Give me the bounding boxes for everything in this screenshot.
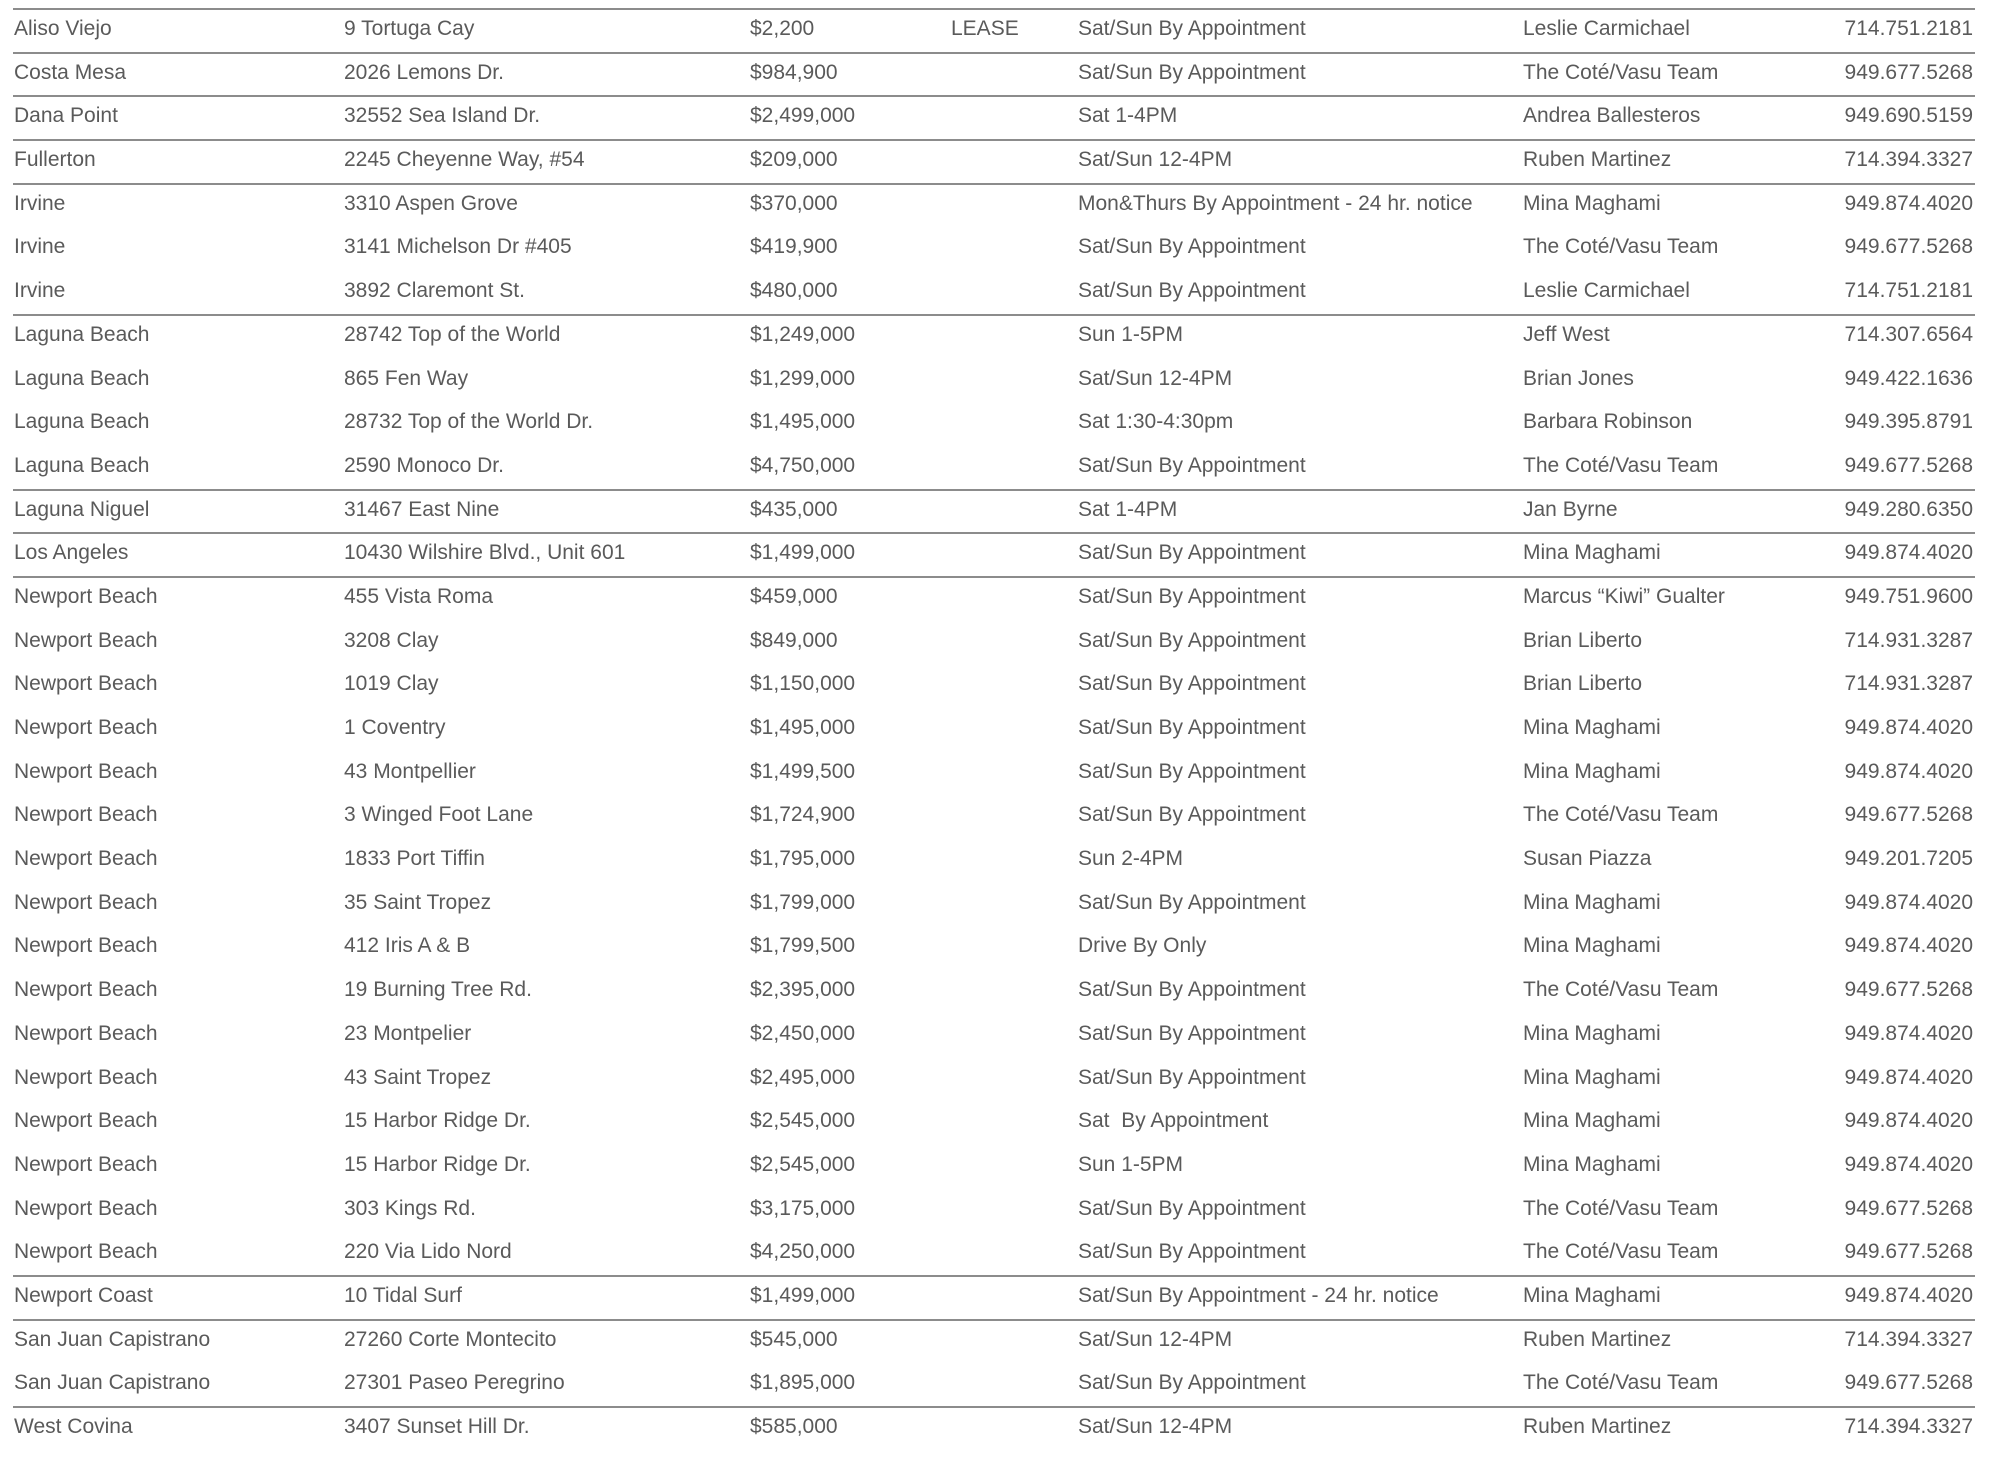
table-row bbox=[13, 1319, 1975, 1363]
open-house-schedule-cell: Sat/Sun By Appointment bbox=[1078, 803, 1306, 827]
open-house-listings-table bbox=[13, 8, 1975, 1450]
city-cell: Irvine bbox=[14, 191, 66, 215]
city-cell: Newport Beach bbox=[14, 584, 158, 608]
open-house-schedule-cell: Sun 1-5PM bbox=[1078, 322, 1184, 346]
agent-name-cell: Mina Maghami bbox=[1523, 1065, 1661, 1089]
open-house-schedule-cell: Sat/Sun By Appointment bbox=[1078, 453, 1306, 477]
price-cell: $4,250,000 bbox=[750, 1240, 856, 1264]
table-row bbox=[13, 1013, 1975, 1057]
open-house-schedule-cell: Sat/Sun By Appointment bbox=[1078, 672, 1306, 696]
open-house-schedule-cell: Sat/Sun By Appointment bbox=[1078, 17, 1306, 40]
agent-name-cell: Brian Jones bbox=[1523, 366, 1634, 390]
agent-name-cell: Ruben Martinez bbox=[1523, 1415, 1672, 1438]
table-row bbox=[13, 1406, 1975, 1450]
city-cell: Newport Beach bbox=[14, 978, 158, 1002]
price-cell: $849,000 bbox=[750, 628, 838, 652]
table-row bbox=[13, 1231, 1975, 1275]
agent-name-cell: Mina Maghami bbox=[1523, 716, 1661, 739]
price-cell: $370,000 bbox=[750, 191, 838, 215]
open-house-schedule-cell: Sat/Sun By Appointment bbox=[1078, 235, 1306, 259]
agent-name-cell: Brian Liberto bbox=[1523, 628, 1643, 652]
address-cell: 2590 Monoco Dr. bbox=[344, 453, 504, 477]
address-cell: 412 Iris A & B bbox=[344, 934, 471, 958]
agent-name-cell: Mina Maghami bbox=[1523, 1021, 1661, 1045]
city-cell: Irvine bbox=[14, 235, 66, 259]
address-cell: 1 Coventry bbox=[344, 716, 446, 739]
address-cell: 3208 Clay bbox=[344, 628, 439, 652]
city-cell: Newport Beach bbox=[14, 803, 158, 827]
address-cell: 9 Tortuga Cay bbox=[344, 17, 475, 40]
agent-name-cell: Jeff West bbox=[1523, 322, 1610, 346]
agent-name-cell: Mina Maghami bbox=[1523, 191, 1661, 215]
city-cell: Laguna Beach bbox=[14, 322, 150, 346]
table-row bbox=[13, 314, 1975, 358]
city-cell: Newport Beach bbox=[14, 759, 158, 783]
price-cell: $209,000 bbox=[750, 148, 838, 172]
city-cell: Newport Beach bbox=[14, 847, 158, 871]
agent-name-cell: The Coté/Vasu Team bbox=[1523, 803, 1719, 827]
city-cell: Newport Beach bbox=[14, 1065, 158, 1089]
agent-phone-cell: 949.874.4020 bbox=[1844, 1152, 1973, 1176]
price-cell: $2,545,000 bbox=[750, 1109, 856, 1133]
city-cell: Newport Beach bbox=[14, 1109, 158, 1133]
agent-name-cell: Brian Liberto bbox=[1523, 672, 1643, 696]
address-cell: 31467 East Nine bbox=[344, 497, 500, 521]
address-cell: 3407 Sunset Hill Dr. bbox=[344, 1415, 530, 1438]
table-row bbox=[13, 95, 1975, 139]
open-house-schedule-cell: Sat/Sun By Appointment bbox=[1078, 1021, 1306, 1045]
city-cell: San Juan Capistrano bbox=[14, 1371, 211, 1395]
open-house-schedule-cell: Mon&Thurs By Appointment - 24 hr. notice bbox=[1078, 191, 1473, 215]
agent-name-cell: Mina Maghami bbox=[1523, 1152, 1661, 1176]
agent-phone-cell: 949.751.9600 bbox=[1844, 584, 1973, 608]
agent-name-cell: The Coté/Vasu Team bbox=[1523, 978, 1719, 1002]
address-cell: 15 Harbor Ridge Dr. bbox=[344, 1152, 531, 1176]
agent-phone-cell: 949.677.5268 bbox=[1844, 453, 1973, 477]
price-cell: $1,495,000 bbox=[750, 716, 856, 739]
open-house-schedule-cell: Sat 1-4PM bbox=[1078, 104, 1178, 128]
open-house-schedule-cell: Sat/Sun By Appointment bbox=[1078, 541, 1306, 565]
price-cell: $1,895,000 bbox=[750, 1371, 856, 1395]
price-cell: $4,750,000 bbox=[750, 453, 856, 477]
table-row bbox=[13, 183, 1975, 227]
open-house-schedule-cell: Sat/Sun By Appointment bbox=[1078, 978, 1306, 1002]
price-cell: $1,150,000 bbox=[750, 672, 856, 696]
agent-phone-cell: 949.395.8791 bbox=[1844, 410, 1973, 434]
agent-phone-cell: 714.931.3287 bbox=[1844, 672, 1973, 696]
price-cell: $2,200 bbox=[750, 17, 815, 40]
address-cell: 865 Fen Way bbox=[344, 366, 469, 390]
price-cell: $1,499,500 bbox=[750, 759, 856, 783]
address-cell: 27301 Paseo Peregrino bbox=[344, 1371, 565, 1395]
price-cell: $1,799,500 bbox=[750, 934, 856, 958]
open-house-schedule-cell: Drive By Only bbox=[1078, 934, 1207, 958]
open-house-schedule-cell: Sat/Sun By Appointment - 24 hr. notice bbox=[1078, 1283, 1439, 1307]
address-cell: 43 Saint Tropez bbox=[344, 1065, 492, 1089]
price-cell: $2,495,000 bbox=[750, 1065, 856, 1089]
table-row bbox=[13, 139, 1975, 183]
agent-phone-cell: 949.677.5268 bbox=[1844, 978, 1973, 1002]
agent-phone-cell: 714.394.3327 bbox=[1844, 1327, 1973, 1351]
table-row bbox=[13, 882, 1975, 926]
open-house-schedule-cell: Sat/Sun By Appointment bbox=[1078, 759, 1306, 783]
open-house-schedule-cell: Sat/Sun By Appointment bbox=[1078, 1065, 1306, 1089]
address-cell: 10 Tidal Surf bbox=[344, 1283, 462, 1307]
table-row bbox=[13, 226, 1975, 270]
price-cell: $435,000 bbox=[750, 497, 838, 521]
agent-name-cell: Leslie Carmichael bbox=[1523, 279, 1690, 303]
agent-phone-cell: 949.677.5268 bbox=[1844, 1371, 1973, 1395]
agent-phone-cell: 949.874.4020 bbox=[1844, 890, 1973, 914]
address-cell: 10430 Wilshire Blvd., Unit 601 bbox=[344, 541, 626, 565]
city-cell: Newport Beach bbox=[14, 934, 158, 958]
agent-name-cell: Mina Maghami bbox=[1523, 890, 1661, 914]
open-house-schedule-cell: Sat/Sun By Appointment bbox=[1078, 60, 1306, 84]
table-row bbox=[13, 1188, 1975, 1232]
city-cell: Aliso Viejo bbox=[14, 17, 112, 40]
table-row bbox=[13, 620, 1975, 664]
agent-name-cell: Mina Maghami bbox=[1523, 934, 1661, 958]
agent-phone-cell: 949.677.5268 bbox=[1844, 803, 1973, 827]
agent-name-cell: Ruben Martinez bbox=[1523, 1327, 1672, 1351]
agent-name-cell: The Coté/Vasu Team bbox=[1523, 453, 1719, 477]
open-house-schedule-cell: Sat/Sun 12-4PM bbox=[1078, 366, 1233, 390]
address-cell: 3892 Claremont St. bbox=[344, 279, 525, 303]
open-house-schedule-cell: Sat 1:30-4:30pm bbox=[1078, 410, 1234, 434]
agent-phone-cell: 949.874.4020 bbox=[1844, 1283, 1973, 1307]
agent-name-cell: Leslie Carmichael bbox=[1523, 17, 1690, 40]
price-cell: $1,724,900 bbox=[750, 803, 856, 827]
open-house-schedule-cell: Sat/Sun 12-4PM bbox=[1078, 1327, 1233, 1351]
agent-phone-cell: 949.677.5268 bbox=[1844, 60, 1973, 84]
table-row bbox=[13, 663, 1975, 707]
city-cell: West Covina bbox=[14, 1415, 133, 1438]
address-cell: 2026 Lemons Dr. bbox=[344, 60, 504, 84]
address-cell: 3141 Michelson Dr #405 bbox=[344, 235, 572, 259]
price-cell: $2,395,000 bbox=[750, 978, 856, 1002]
address-cell: 19 Burning Tree Rd. bbox=[344, 978, 532, 1002]
agent-name-cell: Barbara Robinson bbox=[1523, 410, 1693, 434]
address-cell: 35 Saint Tropez bbox=[344, 890, 492, 914]
table-row bbox=[13, 576, 1975, 620]
agent-phone-cell: 949.874.4020 bbox=[1844, 716, 1973, 739]
open-house-schedule-cell: Sat/Sun 12-4PM bbox=[1078, 148, 1233, 172]
city-cell: Laguna Beach bbox=[14, 453, 150, 477]
table-row bbox=[13, 358, 1975, 402]
open-house-schedule-cell: Sat/Sun By Appointment bbox=[1078, 1371, 1306, 1395]
city-cell: Newport Beach bbox=[14, 1152, 158, 1176]
agent-name-cell: Mina Maghami bbox=[1523, 1109, 1661, 1133]
agent-phone-cell: 949.690.5159 bbox=[1844, 104, 1973, 128]
agent-name-cell: Andrea Ballesteros bbox=[1523, 104, 1701, 128]
table-row bbox=[13, 401, 1975, 445]
address-cell: 3310 Aspen Grove bbox=[344, 191, 518, 215]
city-cell: Newport Beach bbox=[14, 628, 158, 652]
address-cell: 28732 Top of the World Dr. bbox=[344, 410, 594, 434]
agent-phone-cell: 714.394.3327 bbox=[1844, 1415, 1973, 1438]
table-row bbox=[13, 270, 1975, 314]
agent-phone-cell: 949.280.6350 bbox=[1844, 497, 1973, 521]
table-row bbox=[13, 707, 1975, 751]
address-cell: 43 Montpellier bbox=[344, 759, 476, 783]
listing-type-cell: LEASE bbox=[951, 17, 1019, 40]
price-cell: $3,175,000 bbox=[750, 1196, 856, 1220]
address-cell: 1833 Port Tiffin bbox=[344, 847, 485, 871]
city-cell: San Juan Capistrano bbox=[14, 1327, 211, 1351]
address-cell: 303 Kings Rd. bbox=[344, 1196, 476, 1220]
open-house-schedule-cell: Sat 1-4PM bbox=[1078, 497, 1178, 521]
city-cell: Los Angeles bbox=[14, 541, 129, 565]
price-cell: $1,499,000 bbox=[750, 1283, 856, 1307]
price-cell: $1,799,000 bbox=[750, 890, 856, 914]
city-cell: Laguna Beach bbox=[14, 410, 150, 434]
agent-phone-cell: 714.751.2181 bbox=[1844, 279, 1973, 303]
city-cell: Newport Beach bbox=[14, 1196, 158, 1220]
agent-phone-cell: 714.394.3327 bbox=[1844, 148, 1973, 172]
price-cell: $419,900 bbox=[750, 235, 838, 259]
price-cell: $480,000 bbox=[750, 279, 838, 303]
agent-name-cell: Jan Byrne bbox=[1523, 497, 1618, 521]
table-row bbox=[13, 1362, 1975, 1406]
city-cell: Dana Point bbox=[14, 104, 118, 128]
address-cell: 28742 Top of the World bbox=[344, 322, 561, 346]
table-row bbox=[13, 1275, 1975, 1319]
agent-name-cell: Mina Maghami bbox=[1523, 759, 1661, 783]
agent-name-cell: Mina Maghami bbox=[1523, 1283, 1661, 1307]
city-cell: Newport Beach bbox=[14, 716, 158, 739]
table-row bbox=[13, 489, 1975, 533]
open-house-schedule-cell: Sat/Sun By Appointment bbox=[1078, 716, 1306, 739]
agent-name-cell: The Coté/Vasu Team bbox=[1523, 1240, 1719, 1264]
agent-name-cell: The Coté/Vasu Team bbox=[1523, 60, 1719, 84]
address-cell: 455 Vista Roma bbox=[344, 584, 494, 608]
open-house-schedule-cell: Sun 2-4PM bbox=[1078, 847, 1184, 871]
table-row bbox=[13, 1100, 1975, 1144]
open-house-schedule-cell: Sat/Sun By Appointment bbox=[1078, 584, 1306, 608]
price-cell: $459,000 bbox=[750, 584, 838, 608]
price-cell: $1,495,000 bbox=[750, 410, 856, 434]
table-row bbox=[13, 794, 1975, 838]
open-house-schedule-cell: Sat/Sun By Appointment bbox=[1078, 1240, 1306, 1264]
address-cell: 3 Winged Foot Lane bbox=[344, 803, 534, 827]
price-cell: $1,249,000 bbox=[750, 322, 856, 346]
open-house-schedule-cell: Sat By Appointment bbox=[1078, 1109, 1269, 1133]
address-cell: 32552 Sea Island Dr. bbox=[344, 104, 541, 128]
price-cell: $585,000 bbox=[750, 1415, 838, 1438]
price-cell: $984,900 bbox=[750, 60, 838, 84]
city-cell: Newport Coast bbox=[14, 1283, 153, 1307]
price-cell: $2,499,000 bbox=[750, 104, 856, 128]
table-row bbox=[13, 969, 1975, 1013]
agent-phone-cell: 949.874.4020 bbox=[1844, 541, 1973, 565]
open-house-schedule-cell: Sat/Sun By Appointment bbox=[1078, 1196, 1306, 1220]
agent-phone-cell: 949.874.4020 bbox=[1844, 1021, 1973, 1045]
agent-phone-cell: 949.677.5268 bbox=[1844, 1196, 1973, 1220]
price-cell: $545,000 bbox=[750, 1327, 838, 1351]
address-cell: 220 Via Lido Nord bbox=[344, 1240, 512, 1264]
address-cell: 15 Harbor Ridge Dr. bbox=[344, 1109, 531, 1133]
price-cell: $1,299,000 bbox=[750, 366, 856, 390]
agent-phone-cell: 949.677.5268 bbox=[1844, 1240, 1973, 1264]
price-cell: $2,545,000 bbox=[750, 1152, 856, 1176]
agent-phone-cell: 949.874.4020 bbox=[1844, 1065, 1973, 1089]
agent-phone-cell: 949.677.5268 bbox=[1844, 235, 1973, 259]
agent-phone-cell: 714.307.6564 bbox=[1844, 322, 1973, 346]
price-cell: $2,450,000 bbox=[750, 1021, 856, 1045]
agent-name-cell: The Coté/Vasu Team bbox=[1523, 1196, 1719, 1220]
table-row bbox=[13, 925, 1975, 969]
agent-phone-cell: 949.874.4020 bbox=[1844, 191, 1973, 215]
agent-phone-cell: 949.201.7205 bbox=[1844, 847, 1973, 871]
open-house-schedule-cell: Sat/Sun By Appointment bbox=[1078, 279, 1306, 303]
table-row bbox=[13, 532, 1975, 576]
table-row bbox=[13, 8, 1975, 52]
address-cell: 23 Montpelier bbox=[344, 1021, 472, 1045]
city-cell: Newport Beach bbox=[14, 890, 158, 914]
price-cell: $1,795,000 bbox=[750, 847, 856, 871]
agent-name-cell: Mina Maghami bbox=[1523, 541, 1661, 565]
open-house-schedule-cell: Sat/Sun 12-4PM bbox=[1078, 1415, 1233, 1438]
table-row bbox=[13, 52, 1975, 96]
agent-name-cell: The Coté/Vasu Team bbox=[1523, 1371, 1719, 1395]
agent-phone-cell: 714.931.3287 bbox=[1844, 628, 1973, 652]
address-cell: 2245 Cheyenne Way, #54 bbox=[344, 148, 585, 172]
table-row bbox=[13, 751, 1975, 795]
agent-name-cell: The Coté/Vasu Team bbox=[1523, 235, 1719, 259]
open-house-schedule-cell: Sun 1-5PM bbox=[1078, 1152, 1184, 1176]
open-house-schedule-cell: Sat/Sun By Appointment bbox=[1078, 890, 1306, 914]
address-cell: 1019 Clay bbox=[344, 672, 439, 696]
table-row bbox=[13, 1144, 1975, 1188]
city-cell: Irvine bbox=[14, 279, 66, 303]
price-cell: $1,499,000 bbox=[750, 541, 856, 565]
agent-phone-cell: 949.874.4020 bbox=[1844, 759, 1973, 783]
agent-phone-cell: 949.874.4020 bbox=[1844, 934, 1973, 958]
table-row bbox=[13, 445, 1975, 489]
table-row bbox=[13, 838, 1975, 882]
address-cell: 27260 Corte Montecito bbox=[344, 1327, 557, 1351]
city-cell: Newport Beach bbox=[14, 672, 158, 696]
agent-phone-cell: 949.422.1636 bbox=[1844, 366, 1973, 390]
city-cell: Newport Beach bbox=[14, 1021, 158, 1045]
table-row bbox=[13, 1057, 1975, 1101]
agent-name-cell: Ruben Martinez bbox=[1523, 148, 1672, 172]
city-cell: Newport Beach bbox=[14, 1240, 158, 1264]
agent-name-cell: Marcus “Kiwi” Gualter bbox=[1523, 584, 1725, 608]
open-house-schedule-cell: Sat/Sun By Appointment bbox=[1078, 628, 1306, 652]
city-cell: Laguna Niguel bbox=[14, 497, 150, 521]
agent-phone-cell: 949.874.4020 bbox=[1844, 1109, 1973, 1133]
agent-name-cell: Susan Piazza bbox=[1523, 847, 1652, 871]
city-cell: Laguna Beach bbox=[14, 366, 150, 390]
city-cell: Fullerton bbox=[14, 148, 96, 172]
city-cell: Costa Mesa bbox=[14, 60, 127, 84]
agent-phone-cell: 714.751.2181 bbox=[1844, 17, 1973, 40]
